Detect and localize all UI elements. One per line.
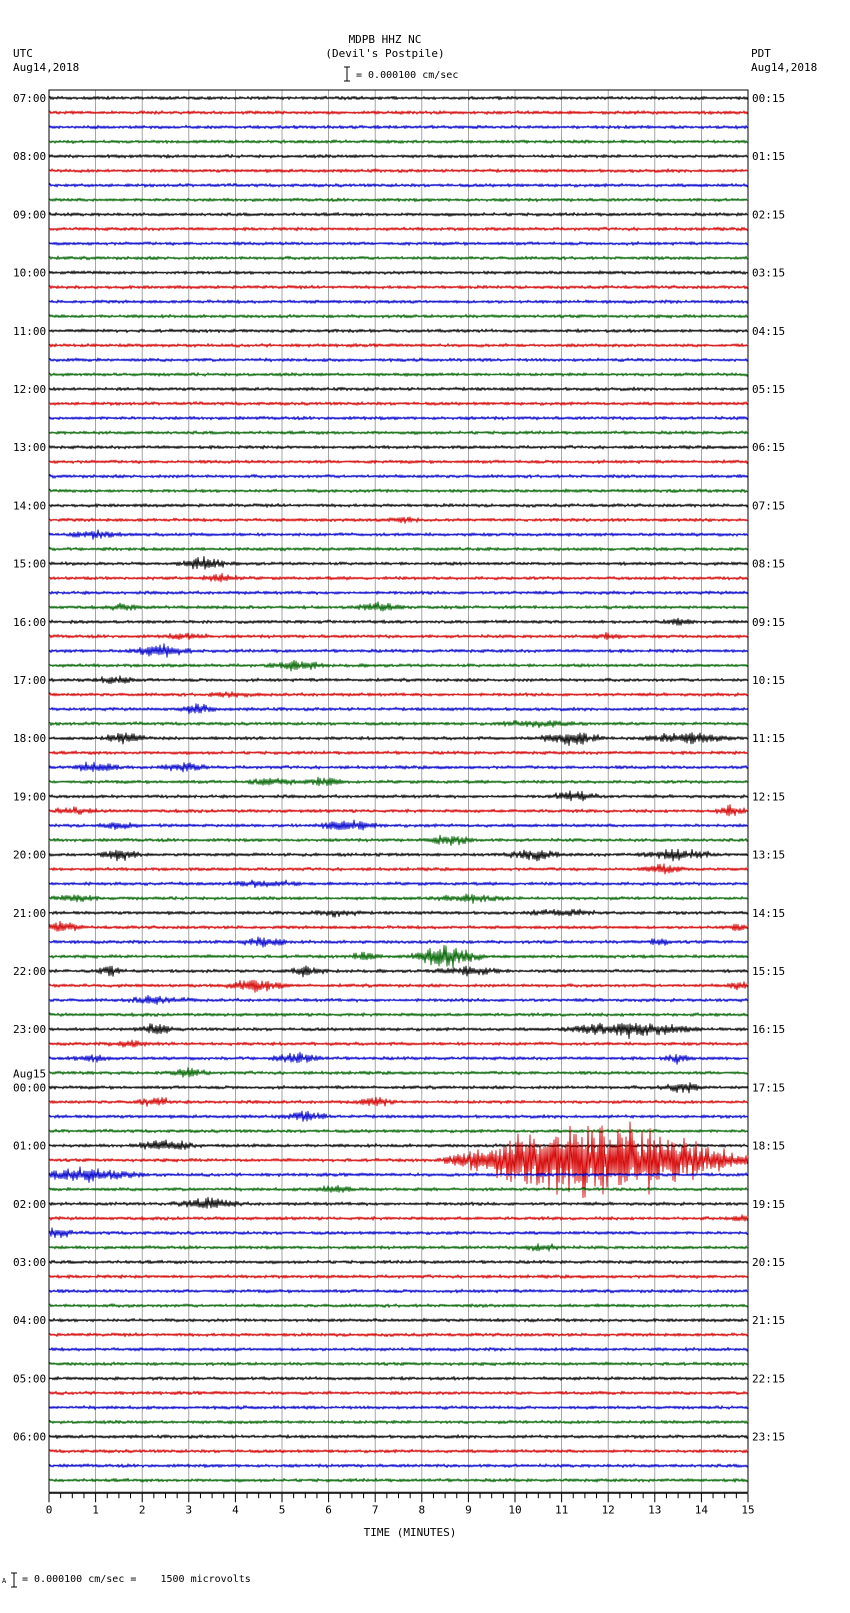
station-title: MDPB HHZ NC (348, 33, 422, 46)
trace-12 (49, 271, 748, 275)
footer-scale-note: = 0.000100 cm/sec = 1500 microvolts (22, 1574, 251, 1585)
trace-57 (49, 921, 748, 931)
x-tick-label-14: 14 (694, 1503, 709, 1517)
trace-26 (49, 474, 748, 478)
right-hour-label: 22:15 (752, 1372, 786, 1386)
left-hour-label: 12:00 (13, 383, 47, 396)
left-hour-label: 01:00 (13, 1139, 47, 1153)
right-hour-label: 03:15 (752, 266, 786, 280)
x-tick-label-1: 1 (92, 1503, 99, 1517)
trace-13 (49, 285, 748, 289)
left-hour-label: 06:00 (13, 1430, 47, 1444)
trace-39 (49, 660, 748, 671)
trace-61 (49, 980, 748, 992)
right-hour-label: 09:15 (752, 615, 786, 629)
scale-bar-icon (344, 67, 350, 81)
trace-16 (49, 329, 748, 333)
x-tick-label-6: 6 (325, 1503, 332, 1517)
right-hour-label: 20:15 (752, 1256, 786, 1269)
trace-60 (49, 966, 748, 977)
x-tick-label-0: 0 (45, 1503, 53, 1517)
scale-label: = 0.000100 cm/sec (356, 70, 459, 81)
x-tick-label-3: 3 (185, 1503, 193, 1517)
trace-71 (49, 1129, 748, 1133)
left-hour-label: 17:00 (13, 674, 47, 687)
left-hour-label: 13:00 (13, 441, 47, 455)
trace-62 (49, 995, 748, 1004)
x-axis-title: TIME (MINUTES) (363, 1526, 457, 1539)
trace-48 (49, 791, 748, 801)
trace-44 (49, 733, 748, 746)
trace-83 (49, 1304, 748, 1308)
trace-90 (49, 1406, 748, 1410)
x-tick-label-8: 8 (418, 1503, 426, 1517)
trace-51 (49, 835, 748, 845)
trace-92 (49, 1435, 748, 1439)
right-timezone: PDT (751, 47, 771, 60)
trace-22 (49, 416, 748, 420)
left-hour-label: 03:00 (13, 1256, 47, 1269)
trace-84 (49, 1318, 748, 1322)
trace-0 (49, 96, 748, 100)
trace-56 (49, 909, 748, 917)
right-hour-label: 16:15 (752, 1023, 786, 1037)
trace-86 (49, 1347, 748, 1351)
trace-29 (49, 517, 748, 523)
trace-76 (49, 1197, 748, 1208)
trace-91 (49, 1420, 748, 1424)
trace-17 (49, 343, 748, 347)
trace-70 (49, 1111, 748, 1121)
left-hour-label: 11:00 (13, 324, 47, 338)
x-tick-label-15: 15 (741, 1503, 755, 1517)
left-hour-label: 07:00 (13, 92, 47, 105)
right-hour-label: 18:15 (752, 1139, 786, 1153)
x-tick-label-11: 11 (554, 1503, 569, 1517)
right-hour-label: 21:15 (752, 1314, 786, 1328)
trace-59 (49, 945, 748, 967)
trace-52 (49, 849, 748, 861)
trace-68 (49, 1083, 748, 1093)
right-hour-label: 15:15 (752, 965, 786, 978)
right-hour-label: 13:15 (752, 848, 786, 862)
trace-63 (49, 1013, 748, 1017)
right-hour-label: 23:15 (752, 1430, 786, 1444)
right-hour-label: 14:15 (752, 906, 786, 920)
trace-95 (49, 1478, 748, 1482)
trace-41 (49, 692, 748, 698)
right-hour-label: 06:15 (752, 441, 786, 455)
trace-88 (49, 1376, 748, 1380)
right-hour-label: 05:15 (752, 383, 786, 396)
trace-25 (49, 460, 748, 464)
left-hour-label: 21:00 (13, 906, 47, 920)
right-date: Aug14,2018 (751, 61, 818, 74)
left-hour-label: 08:00 (13, 150, 47, 164)
left-timezone: UTC (13, 47, 33, 60)
trace-67 (49, 1068, 748, 1078)
trace-5 (49, 169, 748, 173)
trace-33 (49, 573, 748, 582)
left-hour-label: 09:00 (13, 208, 47, 222)
right-hour-label: 10:15 (752, 674, 786, 687)
trace-40 (49, 676, 748, 684)
trace-45 (49, 751, 748, 755)
trace-49 (49, 805, 748, 816)
x-tick-label-9: 9 (465, 1503, 472, 1517)
left-hour-label: 23:00 (13, 1023, 47, 1037)
trace-72 (49, 1140, 748, 1149)
trace-85 (49, 1333, 748, 1337)
left-hour-label: 05:00 (13, 1372, 47, 1386)
trace-21 (49, 402, 748, 406)
trace-58 (49, 937, 748, 947)
trace-69 (49, 1097, 748, 1106)
right-hour-label: 08:15 (752, 557, 786, 571)
trace-28 (49, 503, 748, 507)
trace-75 (49, 1185, 748, 1192)
x-tick-label-4: 4 (232, 1503, 239, 1517)
trace-55 (49, 894, 748, 903)
trace-87 (49, 1362, 748, 1366)
footer-corner-mark: A (2, 1577, 7, 1585)
trace-38 (49, 644, 748, 658)
right-hour-label: 07:15 (752, 499, 786, 513)
trace-8 (49, 212, 748, 216)
trace-89 (49, 1391, 748, 1395)
trace-82 (49, 1289, 748, 1293)
x-tick-label-2: 2 (138, 1503, 146, 1517)
trace-4 (49, 154, 748, 158)
trace-80 (49, 1260, 748, 1264)
trace-3 (49, 140, 748, 144)
left-hour-label: 14:00 (13, 499, 47, 513)
trace-11 (49, 256, 748, 260)
trace-6 (49, 183, 748, 187)
trace-54 (49, 880, 748, 888)
trace-24 (49, 445, 748, 449)
left-hour-label: 22:00 (13, 965, 47, 978)
trace-42 (49, 704, 748, 714)
trace-50 (49, 820, 748, 830)
trace-32 (49, 556, 748, 569)
left-date: Aug14,2018 (13, 61, 80, 74)
trace-43 (49, 720, 748, 727)
trace-30 (49, 530, 748, 540)
right-hour-label: 12:15 (752, 790, 786, 804)
date-change-label: Aug15 (13, 1067, 47, 1081)
trace-35 (49, 602, 748, 611)
trace-31 (49, 547, 748, 551)
trace-20 (49, 387, 748, 391)
left-hour-label: 10:00 (13, 266, 47, 280)
trace-93 (49, 1449, 748, 1453)
trace-65 (49, 1040, 748, 1047)
trace-37 (49, 632, 748, 639)
trace-79 (49, 1244, 748, 1252)
trace-36 (49, 618, 748, 625)
trace-14 (49, 300, 748, 304)
left-hour-label: 00:00 (13, 1081, 47, 1095)
right-hour-label: 00:15 (752, 92, 786, 105)
trace-23 (49, 431, 748, 435)
trace-47 (49, 777, 748, 785)
trace-27 (49, 489, 748, 493)
x-tick-label-13: 13 (648, 1503, 662, 1517)
trace-73 (49, 1122, 748, 1198)
trace-46 (49, 762, 748, 772)
trace-66 (49, 1052, 748, 1064)
trace-10 (49, 242, 748, 246)
trace-77 (49, 1215, 748, 1221)
trace-78 (49, 1228, 748, 1238)
left-hour-label: 19:00 (13, 790, 47, 804)
left-hour-label: 16:00 (13, 615, 47, 629)
x-tick-label-12: 12 (601, 1503, 615, 1517)
right-hour-label: 19:15 (752, 1197, 786, 1211)
trace-9 (49, 227, 748, 231)
trace-15 (49, 314, 748, 318)
x-tick-label-10: 10 (508, 1503, 522, 1517)
time-axis (46, 1493, 755, 1516)
trace-64 (49, 1023, 748, 1038)
trace-7 (49, 198, 748, 202)
x-tick-label-7: 7 (371, 1503, 379, 1517)
right-hour-label: 02:15 (752, 208, 786, 222)
trace-1 (49, 111, 748, 115)
x-tick-label-5: 5 (278, 1503, 286, 1517)
trace-81 (49, 1275, 748, 1279)
seismic-traces (49, 96, 748, 1482)
right-hour-label: 04:15 (752, 324, 786, 338)
trace-2 (49, 125, 748, 129)
trace-19 (49, 373, 748, 377)
station-location: (Devil's Postpile) (325, 47, 445, 60)
footer-scale-icon (11, 1573, 17, 1587)
trace-34 (49, 591, 748, 595)
trace-18 (49, 358, 748, 362)
right-hour-label: 17:15 (752, 1081, 786, 1095)
trace-94 (49, 1464, 748, 1468)
left-hour-label: 04:00 (13, 1314, 47, 1328)
left-hour-label: 20:00 (13, 848, 47, 862)
right-hour-label: 11:15 (752, 732, 786, 746)
left-hour-label: 15:00 (13, 557, 47, 571)
left-hour-label: 02:00 (13, 1197, 47, 1211)
right-hour-label: 01:15 (752, 150, 786, 164)
left-hour-label: 18:00 (13, 732, 47, 746)
trace-53 (49, 864, 748, 874)
